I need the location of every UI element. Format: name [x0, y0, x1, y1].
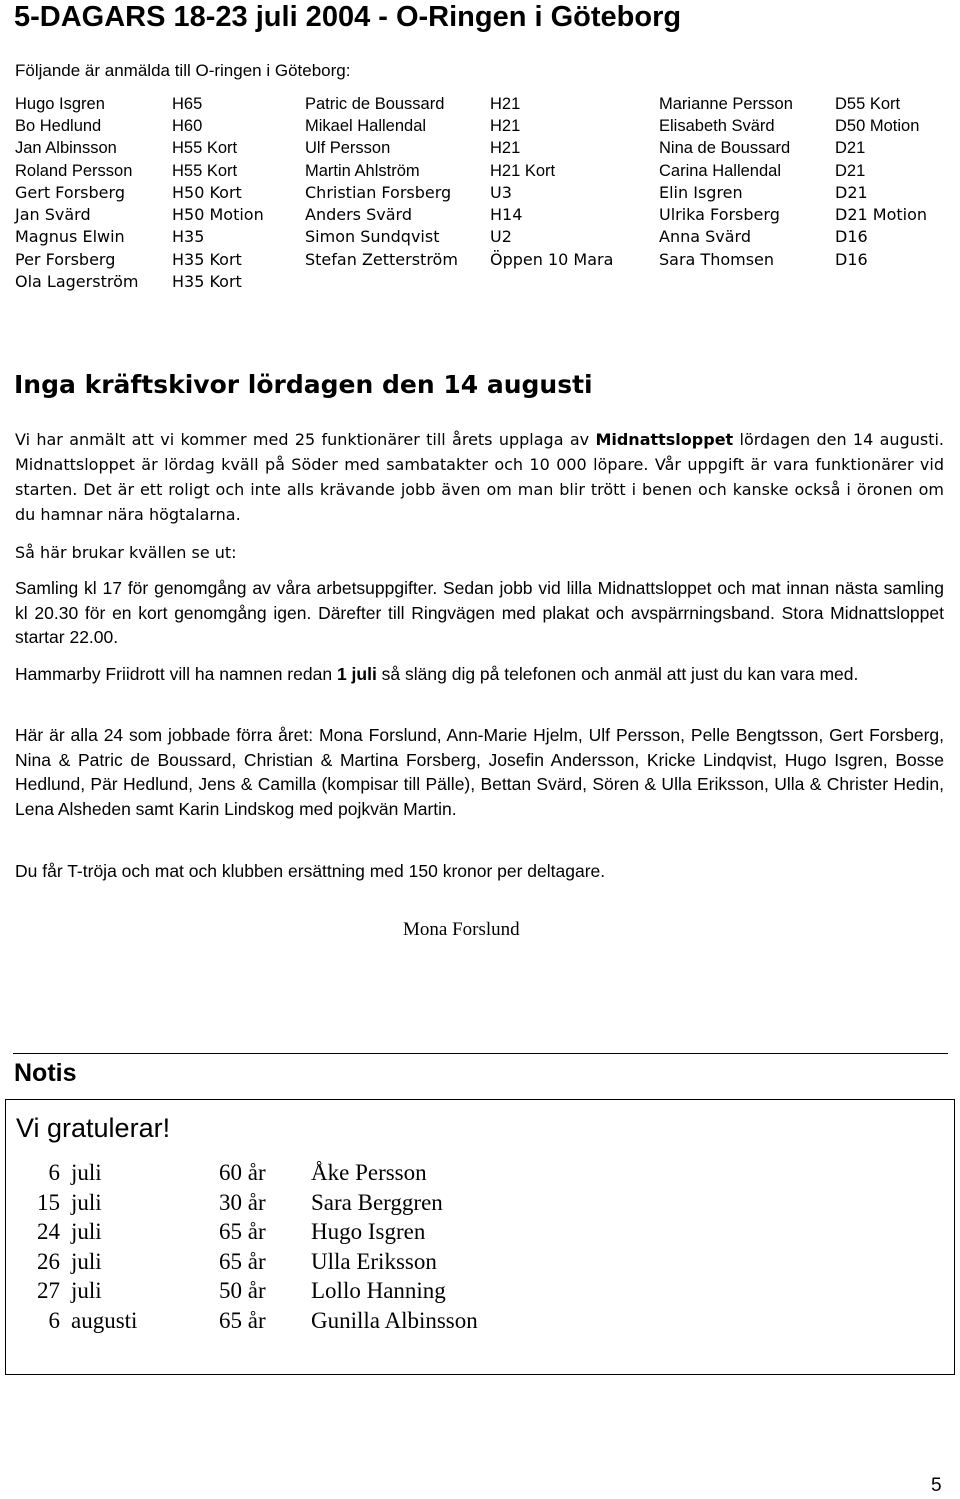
table-cell: H21 [490, 117, 521, 135]
table-cell: Stefan Zetterström [305, 250, 458, 269]
table-cell: Bo Hedlund [15, 117, 102, 135]
birthday-age: 65 år [219, 1308, 266, 1333]
table-cell: Anders Svärd [305, 205, 412, 224]
table-cell: H55 Kort [172, 139, 238, 157]
table-cell: Mikael Hallendal [305, 117, 427, 135]
congratulations-box [5, 1099, 955, 1375]
table-cell: Nina de Boussard [659, 139, 791, 157]
table-row [0, 115, 960, 137]
table-cell: Hugo Isgren [15, 95, 105, 113]
paragraph-bold-text: Midnattsloppet [595, 430, 734, 449]
table-cell: U3 [490, 183, 512, 202]
table-cell: Ola Lagerström [15, 272, 139, 291]
table-row [0, 160, 960, 182]
birthday-age: 65 år [219, 1219, 266, 1244]
table-row [0, 271, 960, 293]
birthday-name: Ulla Eriksson [311, 1249, 437, 1274]
birthday-name: Lollo Hanning [311, 1278, 446, 1303]
birthday-month: juli [71, 1249, 102, 1274]
table-cell: H14 [490, 205, 523, 224]
table-cell: U2 [490, 227, 512, 246]
table-cell: H35 Kort [172, 272, 242, 291]
article-paragraph: Du får T-tröja och mat och klubben ersättning med 150 kronor per deltagare. [15, 861, 606, 881]
table-cell: Marianne Persson [659, 95, 793, 113]
birthday-month: juli [71, 1278, 102, 1303]
birthday-row [6, 1276, 946, 1306]
table-cell: H60 [172, 117, 203, 135]
table-cell: Simon Sundqvist [305, 227, 440, 246]
article-heading: Inga kräftskivor lördagen den 14 augusti [14, 370, 593, 399]
signature: Mona Forslund [403, 919, 520, 940]
table-cell: Carina Hallendal [659, 162, 781, 180]
table-cell: D55 Kort [835, 95, 901, 113]
birthday-day: 6 [48, 1160, 60, 1185]
birthday-month: augusti [71, 1308, 138, 1333]
table-cell: Christian Forsberg [305, 183, 452, 202]
table-cell: Elisabeth Svärd [659, 117, 775, 135]
table-cell: H35 Kort [172, 250, 242, 269]
table-cell: D21 [835, 183, 868, 202]
table-cell: H21 [490, 95, 521, 113]
article-paragraph [15, 662, 944, 687]
birthday-row [6, 1247, 946, 1277]
notis-heading: Notis [14, 1059, 77, 1087]
table-cell: D21 [835, 162, 866, 180]
birthday-age: 65 år [219, 1249, 266, 1274]
birthday-day: 15 [37, 1190, 60, 1215]
table-row [0, 249, 960, 271]
table-cell: Jan Albinsson [15, 139, 117, 157]
page-number: 5 [931, 1475, 942, 1496]
paragraph-text: Hammarby Friidrott vill ha namnen redan [15, 664, 337, 684]
birthday-name: Gunilla Albinsson [311, 1308, 478, 1333]
paragraph-text: så släng dig på telefonen och anmäl att just du kan vara med. [376, 664, 859, 684]
birthday-row [6, 1188, 946, 1218]
section-divider [13, 1053, 948, 1054]
table-cell: D16 [835, 227, 868, 246]
table-cell: Anna Svärd [659, 227, 751, 246]
table-cell: Ulrika Forsberg [659, 205, 780, 224]
table-cell: H35 [172, 227, 205, 246]
birthday-month: juli [71, 1160, 102, 1185]
birthday-day: 24 [37, 1219, 60, 1244]
table-cell: D21 Motion [835, 205, 928, 224]
article-paragraph: Samling kl 17 för genomgång av våra arbetsuppgifter. Sedan jobb vid lilla Midnattsloppet och mat innan nästa samling kl 20.30 för en kort genomgång igen. Därefter till Ringvägen med plakat och avspärrningsband. Stora Midnattsloppet startar 22.00. [15, 578, 944, 647]
table-row [0, 137, 960, 159]
birthday-name: Sara Berggren [311, 1190, 443, 1215]
table-cell: Martin Ahlström [305, 162, 420, 180]
birthday-day: 6 [48, 1308, 60, 1333]
table-cell: Elin Isgren [659, 183, 743, 202]
table-row [0, 182, 960, 204]
birthday-day: 26 [37, 1249, 60, 1274]
table-cell: D50 Motion [835, 117, 920, 135]
article-paragraph [15, 427, 944, 527]
table-cell: Ulf Persson [305, 139, 391, 157]
paragraph-text: lördagen den 14 augusti. Midnattsloppet är lördag kväll på Söder med sambatakter och 10 000 löpare. Vår uppgift är vara funktionärer vid starten. Det är ett roligt och inte alls krävande jobb även om man blir trött i benen och kanske också i öronen om du hamnar nära högtalarna. [15, 430, 944, 524]
article-paragraph: Här är alla 24 som jobbade förra året: Mona Forslund, Ann-Marie Hjelm, Ulf Persson, Pelle Bengtsson, Gert Forsberg, Nina & Patric de Boussard, Christian & Martina Forsberg, Josefin Andersson, Kricke Lindqvist, Hugo Isgren, Bosse Hedlund, Pär Hedlund, Jens & Camilla (kompisar till Pälle), Bettan Svärd, Sören & Ulla Eriksson, Ulla & Christer Hedin, Lena Alsheden samt Karin Lindskog med pojkvän Martin. [15, 725, 944, 819]
table-cell: Sara Thomsen [659, 250, 775, 269]
table-cell: D21 [835, 139, 866, 157]
table-cell: Öppen 10 Mara [490, 250, 614, 269]
birthday-month: juli [71, 1190, 102, 1215]
table-cell: Patric de Boussard [305, 95, 445, 113]
intro-text: Följande är anmälda till O-ringen i Göteborg: [15, 61, 351, 80]
article-paragraph: Så här brukar kvällen se ut: [15, 543, 237, 562]
birthday-day: 27 [37, 1278, 60, 1303]
birthday-row [6, 1306, 946, 1336]
table-cell: H21 [490, 139, 521, 157]
table-cell: H50 Kort [172, 183, 242, 202]
birthday-name: Hugo Isgren [311, 1219, 426, 1244]
table-row [0, 204, 960, 226]
table-cell: H55 Kort [172, 162, 238, 180]
birthday-age: 60 år [219, 1160, 266, 1185]
paragraph-bold-text: 1 juli [336, 664, 377, 684]
table-cell: Roland Persson [15, 162, 133, 180]
congratulations-title: Vi gratulerar! [16, 1113, 171, 1143]
table-cell: D16 [835, 250, 868, 269]
table-cell: Per Forsberg [15, 250, 116, 269]
table-cell: H50 Motion [172, 205, 264, 224]
table-cell: H65 [172, 95, 203, 113]
table-cell: Jan Svärd [15, 205, 91, 224]
table-cell: Gert Forsberg [15, 183, 125, 202]
birthday-age: 50 år [219, 1278, 266, 1303]
table-row [0, 226, 960, 248]
table-row [0, 93, 960, 115]
birthday-row [6, 1217, 946, 1247]
birthday-row [6, 1158, 946, 1188]
page-title: 5-DAGARS 18-23 juli 2004 - O-Ringen i Göteborg [14, 1, 682, 33]
birthday-name: Åke Persson [311, 1160, 427, 1185]
table-cell: Magnus Elwin [15, 227, 125, 246]
paragraph-text: Vi har anmält att vi kommer med 25 funktionärer till årets upplaga av [15, 430, 596, 449]
birthday-month: juli [71, 1219, 102, 1244]
birthday-age: 30 år [219, 1190, 266, 1215]
table-cell: H21 Kort [490, 162, 556, 180]
